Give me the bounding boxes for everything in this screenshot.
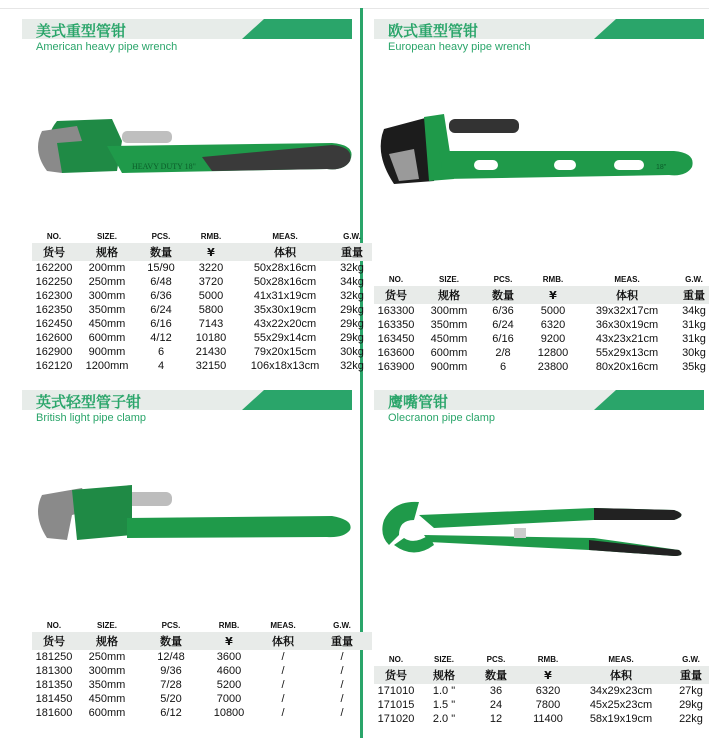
table-cell: 43x22x20cm — [253, 318, 317, 330]
table-header-cell: SIZE. — [433, 654, 454, 664]
table-cell: 181250 — [35, 651, 73, 663]
table-cell: 35x30x19cm — [253, 304, 317, 316]
table-row — [32, 692, 372, 706]
table-header-cell: SIZE. — [96, 231, 117, 241]
table-cell: 29kg — [340, 318, 364, 330]
table-cell: 171015 — [377, 699, 415, 711]
table-cell: 39x32x17cm — [595, 305, 659, 317]
table-cell: 162350 — [35, 304, 73, 316]
table-cell: 300mm — [430, 305, 468, 317]
table-header-cell: PCS. — [161, 620, 181, 630]
table-cell: 171010 — [377, 685, 415, 697]
table-header-cell: 货号 — [374, 286, 418, 304]
table-cell: 43x23x21cm — [595, 333, 659, 345]
table-cell: 162450 — [35, 318, 73, 330]
table-cell: / — [281, 679, 285, 691]
wrench-stamp-text: HEAVY DUTY 18" — [132, 162, 196, 171]
table-cell: 6/16 — [150, 318, 172, 330]
panel-british-clamp — [22, 390, 352, 738]
table-header-cell: 数量 — [480, 286, 526, 304]
section-header — [22, 390, 352, 410]
table-cell: 163350 — [377, 319, 415, 331]
section-header — [374, 19, 704, 39]
table-header-en — [374, 652, 709, 666]
table-cell: 4/12 — [150, 332, 172, 344]
table-cell: 45x25x23cm — [589, 699, 653, 711]
table-cell: 1.5 " — [432, 699, 456, 711]
table-header-cell: 重量 — [668, 666, 709, 684]
table-cell: 5000 — [198, 290, 224, 302]
table-cell: 80x20x16cm — [595, 361, 659, 373]
table-cell: 181450 — [35, 693, 73, 705]
section-title: 鹰嘴管钳 — [388, 393, 449, 411]
section-subtitle: European heavy pipe wrench — [388, 41, 531, 53]
table-cell: 4600 — [216, 665, 242, 677]
table-cell: 162250 — [35, 276, 73, 288]
table-cell: 79x20x15cm — [253, 346, 317, 358]
table-cell: / — [281, 651, 285, 663]
table-cell: 2/8 — [495, 347, 511, 359]
table-cell: 171020 — [377, 713, 415, 725]
table-cell: 34x29x23cm — [589, 685, 653, 697]
table-cell: 350mm — [430, 319, 468, 331]
table-header-cell: NO. — [46, 620, 62, 630]
table-row — [32, 317, 372, 331]
table-cell: 34kg — [682, 305, 706, 317]
table-cell: 163600 — [377, 347, 415, 359]
table-header-cell: 体积 — [580, 286, 674, 304]
table-header-cell: PCS. — [486, 654, 506, 664]
table-header-cell: 体积 — [254, 632, 312, 650]
table-cell: 6 — [157, 346, 165, 358]
table-cell: 7000 — [216, 693, 242, 705]
table-cell: 6/24 — [492, 319, 514, 331]
table-cell: 7800 — [535, 699, 561, 711]
table-cell: 3220 — [198, 262, 224, 274]
table-cell: 12/48 — [157, 651, 185, 663]
table-cell: / — [281, 693, 285, 705]
table-cell: 31kg — [682, 319, 706, 331]
table-header-cell: 数量 — [470, 666, 522, 684]
table-cell: 162200 — [35, 262, 73, 274]
section-header — [374, 390, 704, 410]
table-row — [32, 664, 372, 678]
table-cell: 29kg — [679, 699, 703, 711]
table-cell: 32kg — [340, 262, 364, 274]
british-clamp-image — [32, 480, 357, 560]
table-header-cell: RMB. — [542, 274, 564, 284]
table-cell: 3720 — [198, 276, 224, 288]
table-cell: 250mm — [88, 651, 126, 663]
table-cell: 900mm — [430, 361, 468, 373]
table-cell: 22kg — [679, 713, 703, 725]
table-row — [32, 289, 372, 303]
table-cell: 162120 — [35, 360, 73, 372]
table-cell: 600mm — [430, 347, 468, 359]
table-header-cell: ¥ — [184, 243, 238, 261]
table-cell: 163900 — [377, 361, 415, 373]
table-cell: / — [340, 707, 344, 719]
table-cell: 4 — [157, 360, 165, 372]
panel-european-wrench — [374, 19, 704, 389]
table-header-cell: G.W. — [682, 654, 700, 664]
section-subtitle: Olecranon pipe clamp — [388, 412, 496, 424]
table-row — [32, 678, 372, 692]
table-header-cell: 重量 — [312, 632, 372, 650]
table-header-en — [32, 229, 372, 243]
table-row — [374, 712, 709, 726]
table-cell: 10180 — [195, 332, 227, 344]
table-header-cell: MEAS. — [614, 274, 640, 284]
table-header-cell: NO. — [46, 231, 62, 241]
table-cell: 350mm — [88, 679, 126, 691]
table-cell: 5800 — [198, 304, 224, 316]
table-cell: 7/28 — [160, 679, 182, 691]
table-cell: 163450 — [377, 333, 415, 345]
panel-olecranon-clamp — [374, 390, 704, 738]
table-cell: / — [340, 651, 344, 663]
table-header-cell: 数量 — [138, 243, 184, 261]
table-cell: / — [340, 679, 344, 691]
table-cell: 600mm — [88, 707, 126, 719]
table-cell: 12 — [489, 713, 503, 725]
table-cell: 1200mm — [85, 360, 129, 372]
spec-table — [374, 652, 709, 726]
table-header-cn — [32, 243, 372, 261]
table-row — [374, 698, 709, 712]
spec-table — [32, 618, 372, 720]
table-row — [32, 275, 372, 289]
table-header-cell: MEAS. — [608, 654, 634, 664]
table-header-cell: SIZE. — [96, 620, 117, 630]
table-cell: 15/90 — [147, 262, 175, 274]
table-header-cell: 体积 — [574, 666, 668, 684]
table-cell: 30kg — [340, 346, 364, 358]
section-title: 美式重型管钳 — [36, 22, 127, 40]
table-header-cell: 货号 — [32, 243, 76, 261]
table-cell: 300mm — [88, 665, 126, 677]
table-cell: 6 — [499, 361, 507, 373]
table-header-cell: PCS. — [493, 274, 513, 284]
table-row — [32, 331, 372, 345]
table-cell: 200mm — [88, 262, 126, 274]
table-cell: 181350 — [35, 679, 73, 691]
table-cell: 23800 — [537, 361, 569, 373]
section-subtitle: British light pipe clamp — [36, 412, 147, 424]
table-cell: 11400 — [533, 713, 563, 725]
table-header-cell: G.W. — [343, 231, 361, 241]
table-cell: 10800 — [213, 707, 245, 719]
table-cell: 6/16 — [492, 333, 514, 345]
european-wrench-image — [374, 99, 699, 209]
table-cell: 50x28x16cm — [253, 262, 317, 274]
table-cell: 9/36 — [160, 665, 182, 677]
table-header-cn — [374, 286, 709, 304]
table-row — [32, 359, 372, 373]
table-cell: 6/24 — [150, 304, 172, 316]
table-header-cell: SIZE. — [438, 274, 459, 284]
wrench-stamp-text: 18" — [656, 164, 667, 171]
table-header-cell: RMB. — [537, 654, 559, 664]
table-cell: 55x29x13cm — [595, 347, 659, 359]
section-title: 欧式重型管钳 — [388, 22, 479, 40]
table-cell: 32150 — [195, 360, 227, 372]
table-header-en — [32, 618, 372, 632]
table-cell: 106x18x13cm — [250, 360, 320, 372]
table-header-cell: 规格 — [418, 286, 480, 304]
table-header-cell: ¥ — [526, 286, 580, 304]
section-subtitle: American heavy pipe wrench — [36, 41, 178, 53]
table-cell: 50x28x16cm — [253, 276, 317, 288]
table-cell: 2.0 " — [432, 713, 456, 725]
table-row — [374, 318, 709, 332]
table-header-cell: NO. — [388, 274, 404, 284]
table-cell: 36 — [489, 685, 503, 697]
table-cell: 450mm — [430, 333, 468, 345]
table-cell: 300mm — [88, 290, 126, 302]
table-cell: 32kg — [340, 360, 364, 372]
table-row — [374, 684, 709, 698]
table-cell: 24 — [489, 699, 503, 711]
table-cell: 36x30x19cm — [595, 319, 659, 331]
table-cell: 900mm — [88, 346, 126, 358]
table-cell: 29kg — [340, 304, 364, 316]
table-row — [374, 304, 709, 318]
table-row — [32, 303, 372, 317]
table-header-cell: 货号 — [32, 632, 76, 650]
table-cell: 6/12 — [160, 707, 182, 719]
table-cell: 7143 — [198, 318, 224, 330]
table-cell: / — [281, 707, 285, 719]
olecranon-clamp-image — [374, 490, 699, 575]
table-cell: 58x19x19cm — [589, 713, 653, 725]
table-row — [32, 345, 372, 359]
table-header-cn — [374, 666, 709, 684]
table-cell: 29kg — [340, 332, 364, 344]
table-cell: 450mm — [88, 318, 126, 330]
table-header-cell: 规格 — [418, 666, 470, 684]
table-header-cell: 重量 — [674, 286, 709, 304]
table-header-cell: RMB. — [218, 620, 240, 630]
table-cell: 55x29x14cm — [253, 332, 317, 344]
table-cell: 181300 — [35, 665, 73, 677]
table-cell: 6320 — [535, 685, 561, 697]
section-header — [22, 19, 352, 39]
table-cell: 181600 — [35, 707, 73, 719]
table-cell: 31kg — [682, 333, 706, 345]
table-header-cell: MEAS. — [270, 620, 296, 630]
table-header-cell: NO. — [388, 654, 404, 664]
table-header-cell: 数量 — [138, 632, 204, 650]
table-cell: 5000 — [540, 305, 566, 317]
table-cell: 21430 — [195, 346, 227, 358]
section-title: 英式轻型管子钳 — [36, 393, 142, 411]
table-cell: 5/20 — [160, 693, 182, 705]
table-cell: 12800 — [537, 347, 569, 359]
table-cell: 6/48 — [150, 276, 172, 288]
table-header-cell: RMB. — [200, 231, 222, 241]
table-row — [374, 346, 709, 360]
table-cell: 32kg — [340, 290, 364, 302]
table-header-en — [374, 272, 709, 286]
table-cell: 6/36 — [492, 305, 514, 317]
table-cell: / — [281, 665, 285, 677]
table-cell: 30kg — [682, 347, 706, 359]
table-header-cell: MEAS. — [272, 231, 298, 241]
table-cell: 250mm — [88, 276, 126, 288]
table-row — [374, 360, 709, 374]
table-cell: 41x31x19cm — [253, 290, 317, 302]
table-cell: 6/36 — [150, 290, 172, 302]
table-cell: 3600 — [216, 651, 242, 663]
table-header-cell: ¥ — [204, 632, 254, 650]
table-cell: 162900 — [35, 346, 73, 358]
table-header-cell: PCS. — [151, 231, 171, 241]
table-cell: 1.0 " — [432, 685, 456, 697]
table-cell: 34kg — [340, 276, 364, 288]
table-cell: 350mm — [88, 304, 126, 316]
table-header-cn — [32, 632, 372, 650]
panel-american-wrench — [22, 19, 364, 389]
table-cell: 450mm — [88, 693, 126, 705]
table-cell: 600mm — [88, 332, 126, 344]
table-cell: 6320 — [540, 319, 566, 331]
table-header-cell: 规格 — [76, 243, 138, 261]
american-wrench-image — [32, 101, 357, 201]
spec-table — [32, 229, 372, 373]
table-cell: 162600 — [35, 332, 73, 344]
table-cell: 162300 — [35, 290, 73, 302]
table-header-cell: G.W. — [685, 274, 703, 284]
table-header-cell: 规格 — [76, 632, 138, 650]
table-header-cell: 货号 — [374, 666, 418, 684]
table-cell: 27kg — [679, 685, 703, 697]
table-row — [374, 332, 709, 346]
table-header-cell: ¥ — [522, 666, 574, 684]
table-cell: 9200 — [540, 333, 566, 345]
top-rule — [0, 8, 709, 9]
table-header-cell: 体积 — [238, 243, 332, 261]
table-cell: 35kg — [682, 361, 706, 373]
table-header-cell: G.W. — [333, 620, 351, 630]
table-cell: / — [340, 693, 344, 705]
table-cell: 163300 — [377, 305, 415, 317]
table-row — [32, 261, 372, 275]
spec-table — [374, 272, 709, 374]
table-cell: 5200 — [216, 679, 242, 691]
table-cell: / — [340, 665, 344, 677]
table-row — [32, 650, 372, 664]
table-header-cell: 重量 — [332, 243, 372, 261]
table-row — [32, 706, 372, 720]
